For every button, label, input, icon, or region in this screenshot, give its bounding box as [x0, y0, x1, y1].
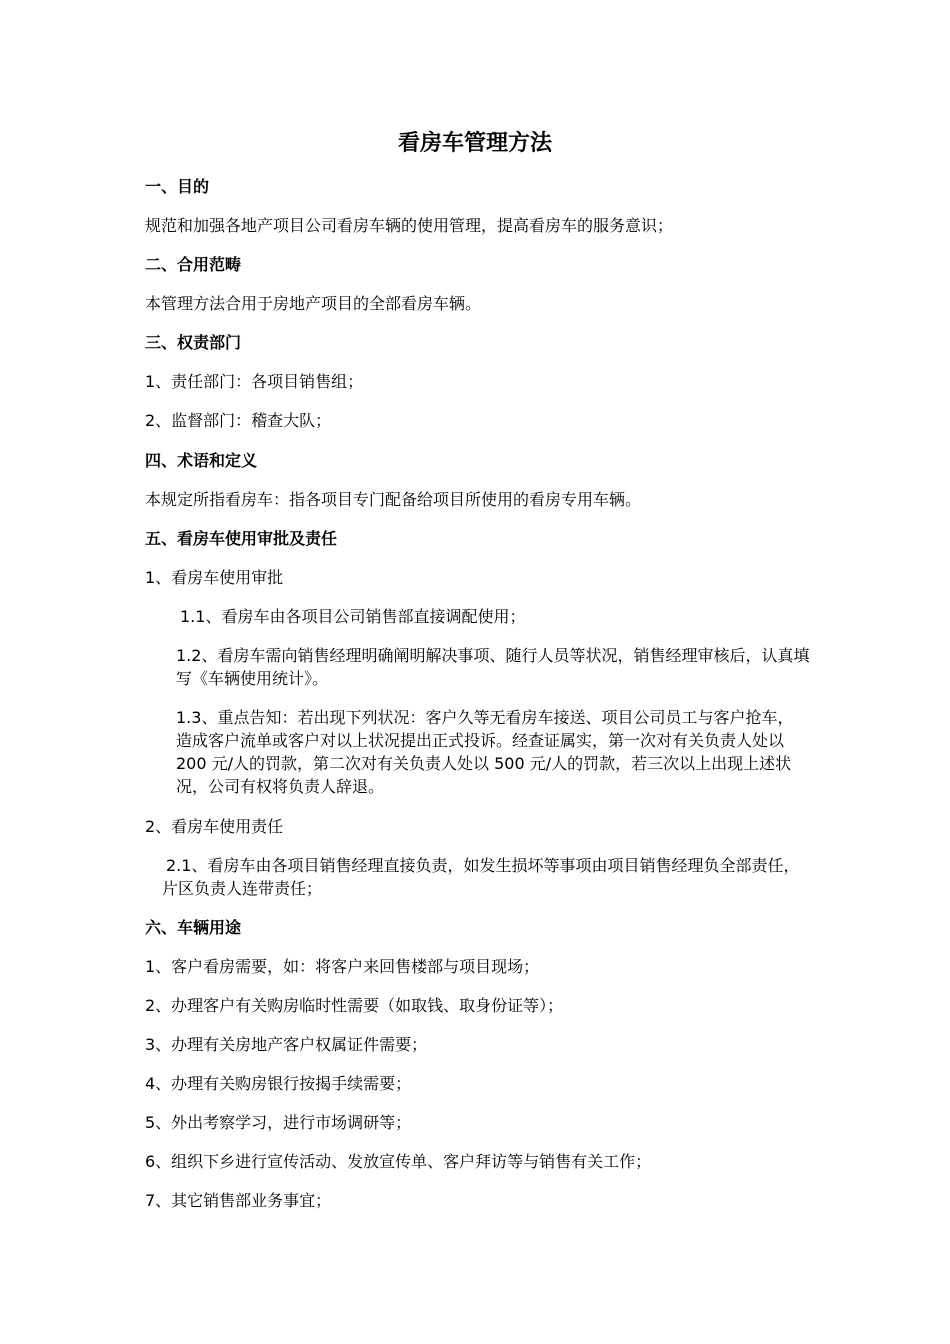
clause-1-1: 1.1、看房车由各项目公司销售部直接调配使用；	[180, 607, 526, 626]
clause-2-1: 2.1、看房车由各项目销售经理直接负责，如发生损坏等事项由项目销售经理负全部责任，片区负责人连带责任；	[162, 856, 800, 898]
list-item: 6、组织下乡进行宣传活动、发放宣传单、客户拜访等与销售有关工作；	[145, 1152, 652, 1171]
list-item-responsible-dept: 1、责任部门：各项目销售组；	[145, 372, 364, 391]
list-item: 2、办理客户有关购房临时性需要（如取钱、取身份证等）；	[145, 996, 564, 1015]
section-heading-scope: 二、合用范畴	[145, 255, 242, 274]
list-item: 5、外出考察学习，进行市场调研等；	[145, 1113, 412, 1132]
list-item: 7、其它销售部业务事宜；	[145, 1191, 332, 1210]
section-heading-usage: 六、车辆用途	[145, 918, 242, 937]
list-item: 3、办理有关房地产客户权属证件需要；	[145, 1035, 428, 1054]
section-heading-purpose: 一、目的	[145, 177, 210, 196]
paragraph-purpose: 规范和加强各地产项目公司看房车辆的使用管理，提高看房车的服务意识；	[145, 216, 674, 235]
clause-1-3: 1.3、重点告知：若出现下列状况：客户久等无看房车接送、项目公司员工与客户抢车，造成客户流单或客户对以上状况提出正式投诉。经查证属实，第一次对有关负责人处以 200 元/人的罚款，第二次对有关负责人处以 500 元/人的罚款，若三次以上出现上述状况，公司有权将负责人辞退。	[176, 708, 794, 796]
subheading-approval: 1、看房车使用审批	[145, 568, 284, 587]
paragraph-definitions: 本规定所指看房车：指各项目专门配备给项目所使用的看房专用车辆。	[145, 490, 642, 509]
list-item: 1、客户看房需要，如：将客户来回售楼部与项目现场；	[145, 957, 540, 976]
document-title: 看房车管理方法	[397, 131, 552, 156]
subheading-responsibility: 2、看房车使用责任	[145, 817, 284, 836]
section-heading-definitions: 四、术语和定义	[145, 451, 258, 470]
list-item-supervising-dept: 2、监督部门：稽查大队；	[145, 411, 332, 430]
list-item: 4、办理有关购房银行按揭手续需要；	[145, 1074, 412, 1093]
paragraph-scope: 本管理方法合用于房地产项目的全部看房车辆。	[145, 294, 482, 313]
section-heading-departments: 三、权责部门	[145, 333, 242, 352]
section-heading-approval: 五、看房车使用审批及责任	[145, 529, 338, 548]
clause-1-2: 1.2、看房车需向销售经理明确阐明解决事项、随行人员等状况，销售经理审核后，认真填写《车辆使用统计》。	[176, 646, 810, 688]
